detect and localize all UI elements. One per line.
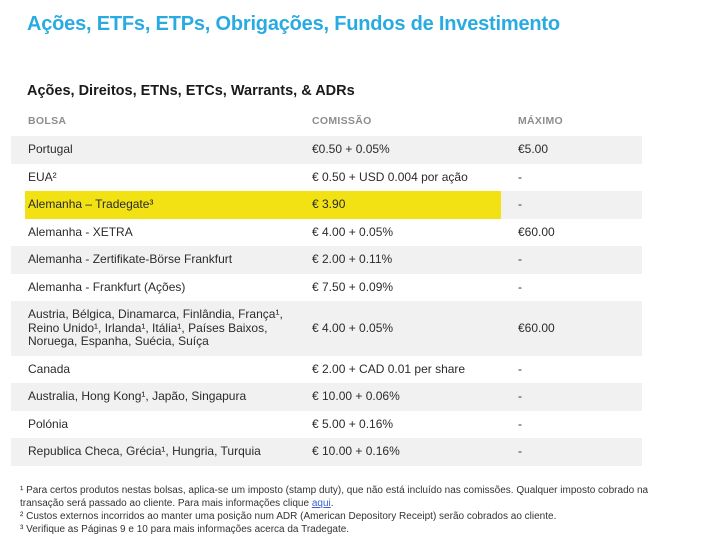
commissions-table <box>11 107 642 466</box>
maximum-cell: €5.00 <box>501 136 642 164</box>
maximum-cell: - <box>518 416 522 431</box>
footnote-1 <box>20 484 670 510</box>
exchange-cell: Austria, Bélgica, Dinamarca, Finlândia, França¹, Reino Unido¹, Irlanda¹, Itália¹, Países Baixos, Noruega, Espanha, Suécia, Suíça <box>11 301 295 356</box>
table-row <box>11 164 642 192</box>
commission-cell: €0.50 + 0.05% <box>295 136 501 164</box>
maximum-cell: - <box>518 361 522 376</box>
exchange-cell: EUA² <box>28 169 57 184</box>
table-row <box>11 411 642 439</box>
exchange-cell: Alemanha - XETRA <box>28 224 133 239</box>
commission-cell: € 2.00 + CAD 0.01 per share <box>312 361 466 376</box>
column-header-bolsa: BOLSA <box>28 115 67 127</box>
commission-cell: € 7.50 + 0.09% <box>312 279 394 294</box>
exchange-cell: Alemanha – Tradegate³ <box>11 191 295 219</box>
commission-cell: € 5.00 + 0.16% <box>312 416 394 431</box>
table-row <box>11 274 642 302</box>
table-row <box>11 356 642 384</box>
footnote-1-line2: transação será passado ao cliente. Para mais informações clique <box>20 497 312 509</box>
maximum-cell: - <box>518 279 522 294</box>
table-row <box>11 438 642 466</box>
maximum-cell: - <box>501 383 642 411</box>
maximum-cell: €60.00 <box>518 224 555 239</box>
page-title: Ações, ETFs, ETPs, Obrigações, Fundos de Investimento <box>27 13 560 35</box>
commission-cell: € 4.00 + 0.05% <box>312 224 394 239</box>
footnote-1-suffix: . <box>330 497 334 509</box>
maximum-cell: €60.00 <box>501 301 642 356</box>
maximum-cell: - <box>518 169 522 184</box>
footnotes <box>20 484 670 536</box>
exchange-cell: Canada <box>28 361 71 376</box>
section-title: Ações, Direitos, ETNs, ETCs, Warrants, & ADRs <box>27 83 355 99</box>
maximum-cell: - <box>501 191 642 219</box>
commission-cell: € 10.00 + 0.06% <box>295 383 501 411</box>
maximum-cell: - <box>501 438 642 466</box>
commission-cell: € 0.50 + USD 0.004 por ação <box>312 169 468 184</box>
table-row <box>11 301 642 356</box>
footnote-3: ³ Verifique as Páginas 9 e 10 para mais informações acerca da Tradegate. <box>20 523 350 535</box>
exchange-cell: Australia, Hong Kong¹, Japão, Singapura <box>11 383 295 411</box>
footnote-1-line1: ¹ Para certos produtos nestas bolsas, aplica-se um imposto (stamp duty), que não está incluído nas comissões. Qualquer imposto cobrado na <box>20 484 649 496</box>
maximum-cell: - <box>501 246 642 274</box>
table-row <box>11 136 642 164</box>
exchange-cell: Republica Checa, Grécia¹, Hungria, Turquia <box>11 438 295 466</box>
table-row <box>11 219 642 247</box>
exchange-cell: Polónia <box>28 416 69 431</box>
table-row-highlighted <box>11 191 642 219</box>
exchange-cell: Alemanha - Frankfurt (Ações) <box>28 279 186 294</box>
table-row <box>11 383 642 411</box>
table-row <box>11 246 642 274</box>
commission-cell: € 4.00 + 0.05% <box>295 301 501 356</box>
aqui-link[interactable]: aqui <box>311 497 331 509</box>
commission-cell: € 2.00 + 0.11% <box>295 246 501 274</box>
exchange-cell: Portugal <box>11 136 295 164</box>
commission-cell: € 3.90 <box>295 191 501 219</box>
table-header-row <box>11 107 642 136</box>
column-header-maximo: MÁXIMO <box>518 115 563 127</box>
exchange-cell: Alemanha - Zertifikate-Börse Frankfurt <box>11 246 295 274</box>
table-body <box>11 136 642 466</box>
commission-cell: € 10.00 + 0.16% <box>295 438 501 466</box>
footnote-2: ² Custos externos incorridos ao manter uma posição num ADR (American Depository Receipt) serão cobrados ao cliente. <box>20 510 557 522</box>
column-header-comissao: COMISSÃO <box>312 115 372 127</box>
